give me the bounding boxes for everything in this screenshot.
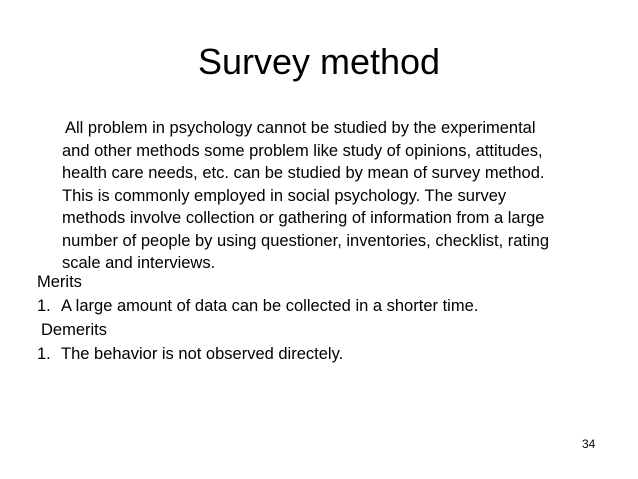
paragraph-line: number of people by using questioner, inventories, checklist, rating (62, 231, 550, 250)
list-item-text: A large amount of data can be collected in a shorter time. (61, 297, 479, 315)
paragraph-line: scale and interviews. (62, 254, 216, 272)
paragraph-line: and other methods some problem like study of opinions, attitudes, (62, 141, 543, 160)
list-item-text: The behavior is not observed directely. (61, 345, 344, 363)
paragraph-line: This is commonly employed in social psychology. The survey (62, 186, 507, 205)
merits-heading: Merits (37, 273, 82, 291)
demerits-list-item (37, 343, 343, 365)
list-number: 1. (37, 297, 51, 315)
merits-list-item (37, 295, 478, 317)
slide-title: Survey method (197, 41, 441, 82)
paragraph-line: methods involve collection or gathering of information from a large (62, 209, 545, 227)
intro-paragraph (62, 117, 602, 275)
paragraph-line: health care needs, etc. can be studied by mean of survey method. (62, 164, 545, 182)
demerits-heading: Demerits (41, 321, 108, 339)
list-number: 1. (37, 345, 51, 363)
page-number: 34 (582, 437, 596, 451)
paragraph-line: All problem in psychology cannot be studied by the experimental (65, 119, 536, 137)
